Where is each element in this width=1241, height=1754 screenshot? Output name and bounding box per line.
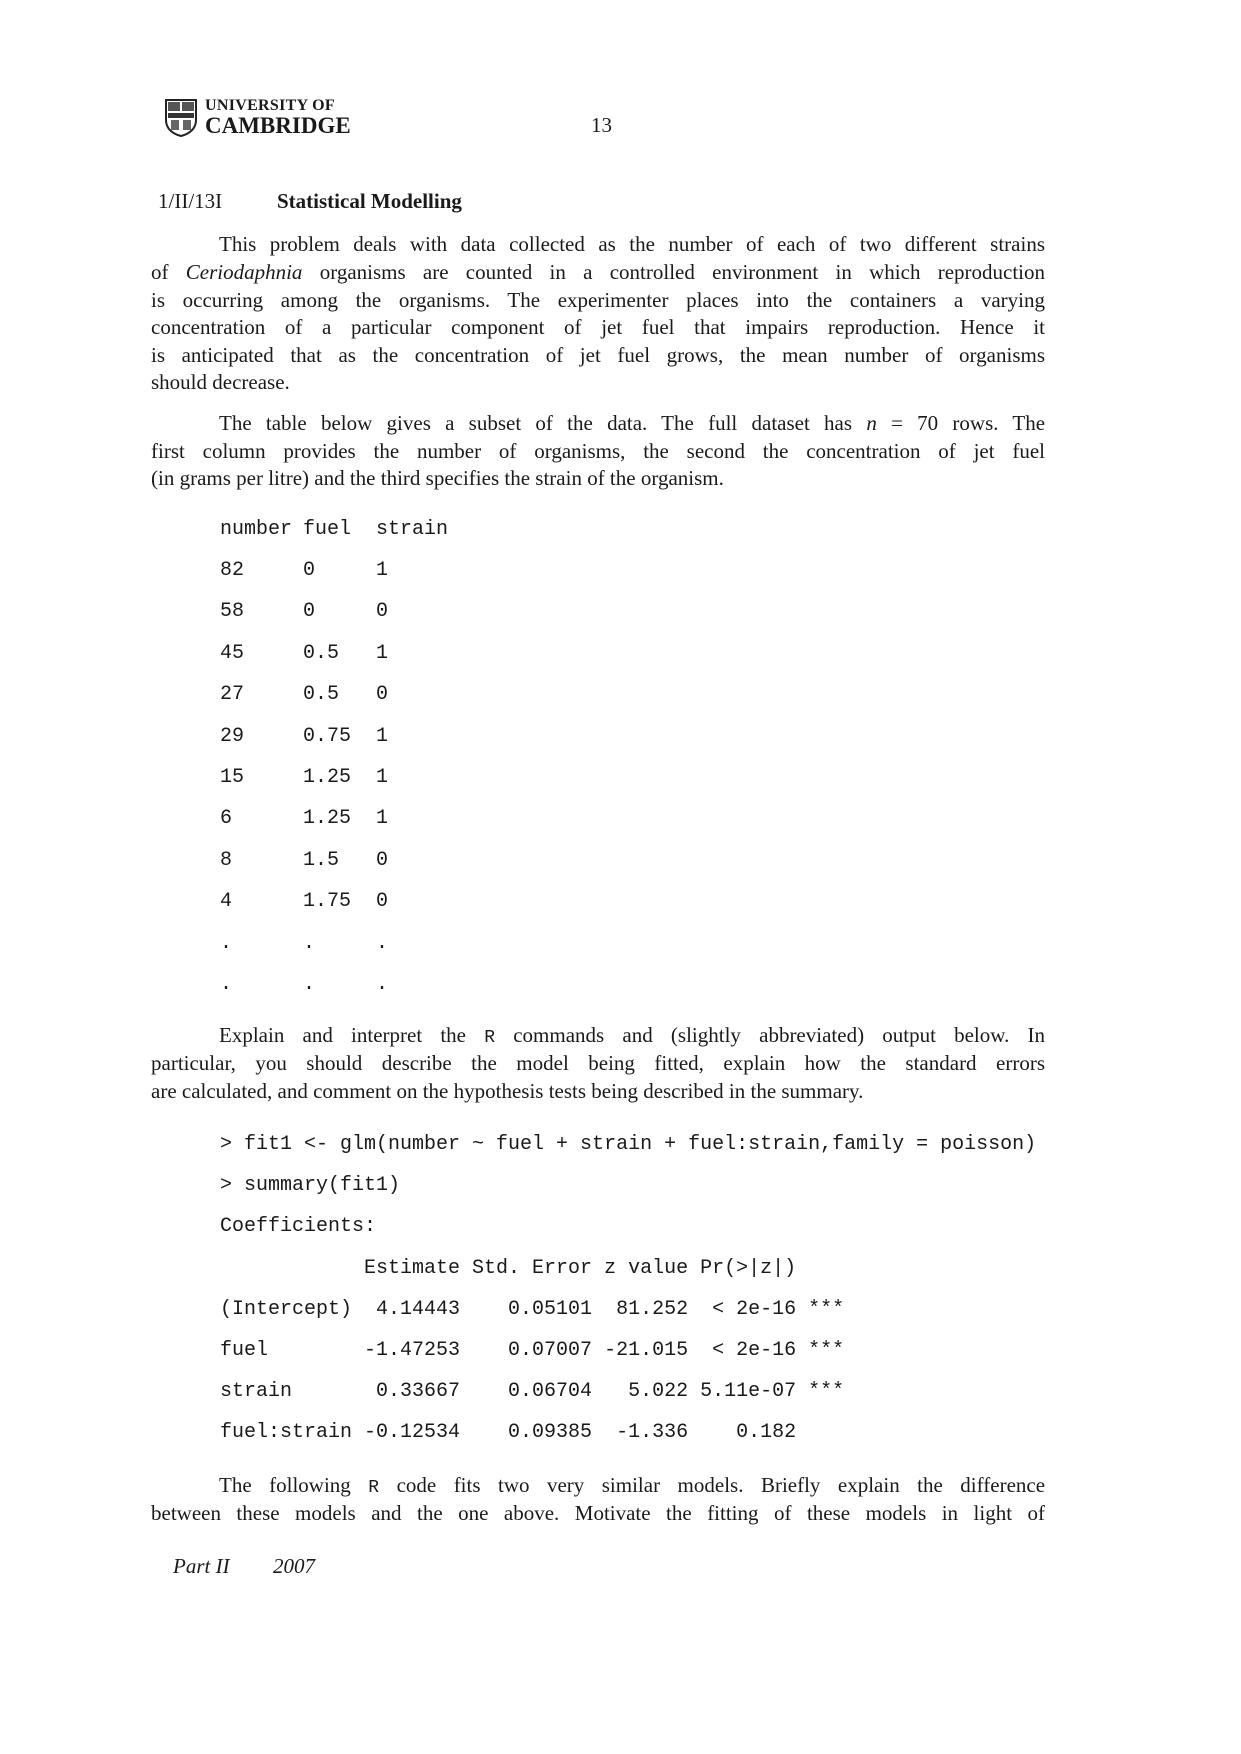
table-cell: 15 (220, 766, 245, 789)
table-cell: . (220, 931, 233, 955)
column-header: number (220, 518, 293, 541)
table-cell: 0.75 (303, 724, 352, 748)
r-output-line: > summary(fit1) (220, 1174, 401, 1198)
para1-line: is occurring among the organisms. The experimenter places into the containers a varying (151, 288, 1045, 312)
para4-line: between these models and the one above. Motivate the fitting of these models in light of (151, 1501, 1045, 1525)
table-cell: 0 (303, 600, 316, 624)
table-cell: 1.75 (303, 890, 352, 914)
r-output-line: fuel -1.47253 0.07007 -21.015 < 2e-16 *** (220, 1339, 845, 1362)
table-cell: 0 (376, 848, 389, 872)
r-output-line: Estimate Std. Error z value Pr(>|z|) (220, 1256, 797, 1280)
page-number: 13 (591, 113, 612, 137)
crest-icon (165, 99, 197, 137)
table-cell: . (303, 973, 316, 996)
para1-line: of Ceriodaphnia organisms are counted in a controlled environment in which reproduction (151, 260, 1045, 284)
para4-line: The following R code fits two very similar models. Briefly explain the difference (219, 1473, 1046, 1498)
table-cell: 1 (376, 807, 389, 831)
table-cell: . (376, 931, 389, 955)
table-cell: 1.5 (303, 848, 340, 872)
para1-line: concentration of a particular component of jet fuel that impairs reproduction. Hence it (151, 315, 1045, 339)
table-cell: 1 (376, 641, 389, 665)
para2-line: The table below gives a subset of the data. The full dataset has n = 70 rows. The (219, 411, 1046, 435)
para3-line: Explain and interpret the R commands and (slightly abbreviated) output below. In (219, 1023, 1046, 1048)
r-output-line: Coefficients: (220, 1215, 377, 1239)
table-cell: 29 (220, 724, 245, 748)
para2-line: (in grams per litre) and the third specifies the strain of the organism. (151, 466, 724, 490)
r-output-line: (Intercept) 4.14443 0.05101 81.252 < 2e-16 *** (220, 1297, 845, 1321)
question-code: 1/II/13I (158, 189, 223, 213)
table-cell: 1.25 (303, 766, 352, 789)
r-output-line: fuel:strain -0.12534 0.09385 -1.336 0.182 (220, 1421, 797, 1445)
table-cell: 58 (220, 600, 245, 624)
para3-line: are calculated, and comment on the hypothesis tests being described in the summary. (151, 1079, 864, 1103)
para2-line: first column provides the number of organisms, the second the concentration of jet fuel (151, 439, 1045, 463)
r-output-line: strain 0.33667 0.06704 5.022 5.11e-07 *** (220, 1380, 845, 1404)
logo-line1: UNIVERSITY OF (205, 97, 335, 114)
table-cell: 1.25 (303, 807, 352, 831)
column-header: fuel (303, 518, 352, 541)
table-cell: 0 (303, 559, 316, 582)
logo-line2: CAMBRIDGE (205, 113, 351, 138)
table-cell: 27 (220, 683, 245, 707)
table-cell: 1 (376, 724, 389, 748)
university-logo (165, 98, 351, 137)
table-cell: 1 (376, 559, 389, 582)
organism-name: Ceriodaphnia (185, 260, 303, 284)
footer-part: Part II (173, 1554, 230, 1578)
table-cell: . (220, 973, 233, 996)
table-cell: 8 (220, 848, 233, 872)
table-cell: 1 (376, 766, 389, 789)
table-cell: 4 (220, 890, 233, 914)
table-cell: 0 (376, 600, 389, 624)
table-cell: 6 (220, 807, 233, 831)
table-cell: . (303, 931, 316, 955)
para3-line: particular, you should describe the model being fitted, explain how the standard errors (151, 1051, 1045, 1075)
table-cell: . (376, 973, 389, 996)
table-cell: 82 (220, 559, 245, 582)
para1-line: is anticipated that as the concentration of jet fuel grows, the mean number of organisms (151, 343, 1045, 367)
question-title: Statistical Modelling (277, 189, 462, 213)
table-cell: 45 (220, 641, 245, 665)
table-cell: 0.5 (303, 683, 340, 707)
para1-line: should decrease. (151, 370, 290, 394)
table-cell: 0 (376, 683, 389, 707)
para1-line: This problem deals with data collected as the number of each of two different strains (219, 232, 1045, 256)
table-cell: 0 (376, 890, 389, 914)
column-header: strain (376, 518, 449, 541)
footer-year: 2007 (273, 1554, 315, 1578)
table-cell: 0.5 (303, 641, 340, 665)
r-output-line: > fit1 <- glm(number ~ fuel + strain + fuel:strain,family = poisson) (220, 1133, 1037, 1156)
